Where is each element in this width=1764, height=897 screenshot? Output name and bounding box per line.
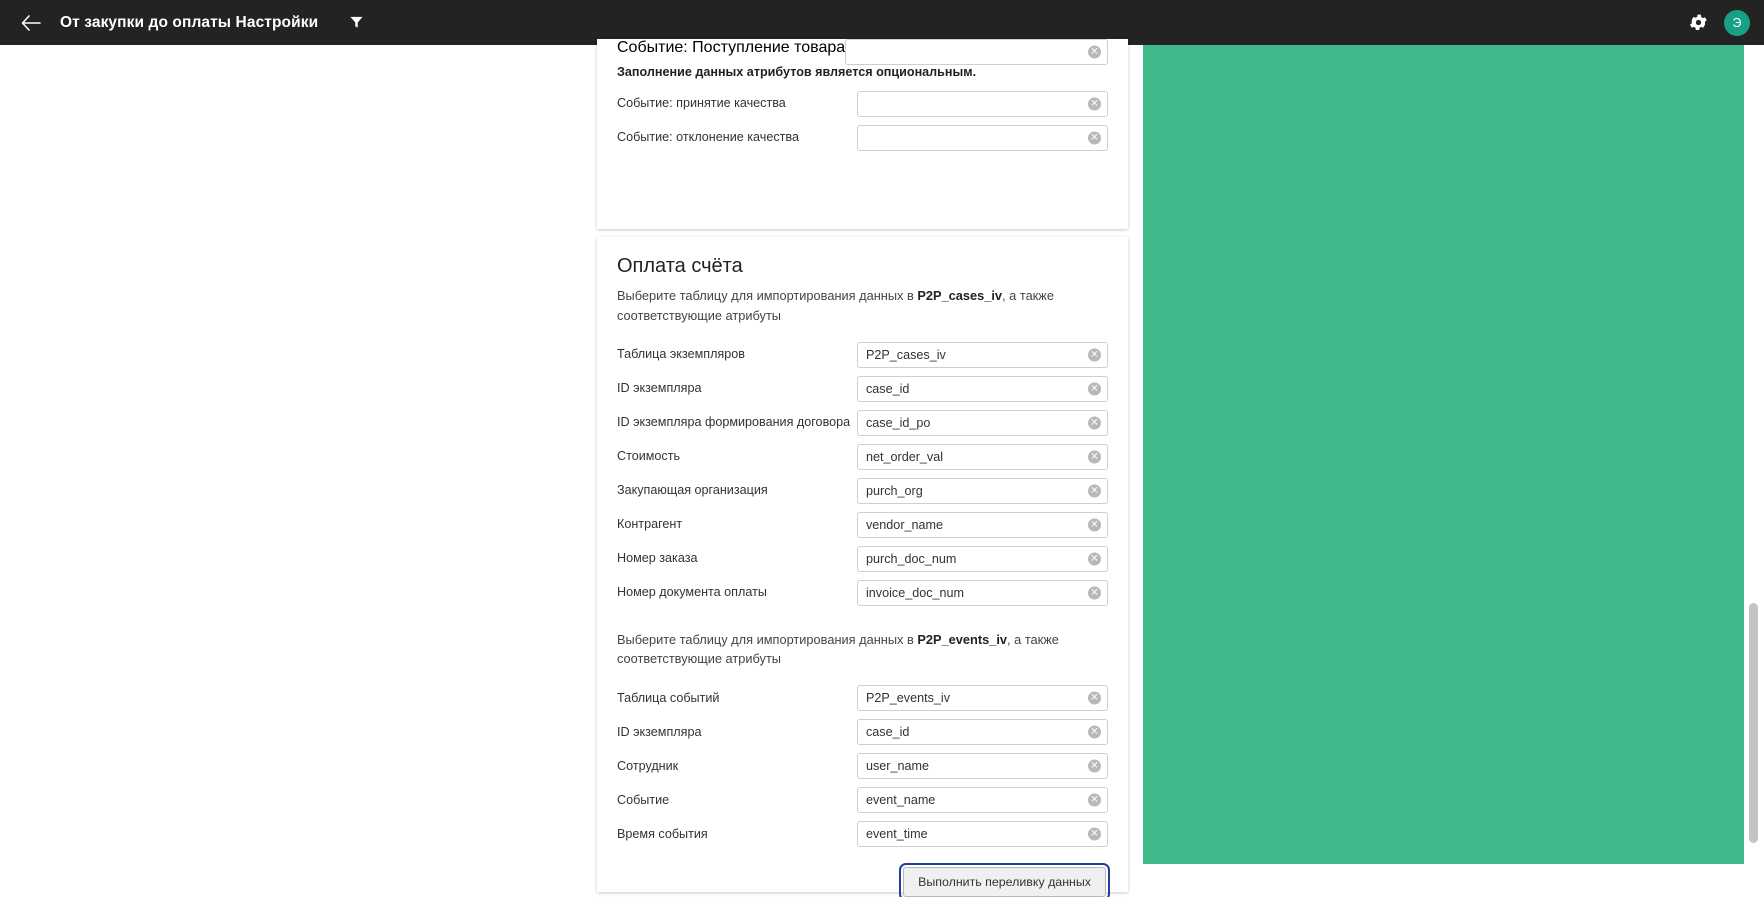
cases-desc-post: , а также соответствующие атрибуты — [617, 288, 1054, 323]
quality-accept-event-input[interactable] — [857, 91, 1108, 117]
case-id-po-label: ID экземпляра формирования договора — [617, 415, 851, 430]
event-name-value: event_name — [866, 793, 936, 808]
cases-table-description — [617, 286, 1077, 326]
case-id-value: case_id — [866, 381, 910, 396]
clear-icon[interactable]: ✕ — [1088, 382, 1101, 395]
clear-icon[interactable]: ✕ — [1088, 586, 1101, 599]
table-row — [617, 408, 1108, 438]
clear-icon[interactable]: ✕ — [1088, 98, 1101, 111]
table-row — [617, 819, 1108, 849]
topbar-right-group — [1686, 0, 1750, 45]
events-table-description — [617, 630, 1077, 670]
net-order-value-value: net_order_val — [866, 449, 944, 464]
event-name-label: Событие — [617, 792, 670, 807]
cases-desc-pre: Выберите таблицу для импортирования данных в — [617, 288, 918, 303]
vendor-value: vendor_name — [866, 517, 944, 532]
spacer — [617, 612, 1108, 630]
purchasing-org-label: Закупающая организация — [617, 483, 768, 498]
event-time-value: event_time — [866, 827, 928, 842]
user-input[interactable] — [857, 753, 1108, 779]
net-order-value-input[interactable] — [857, 444, 1108, 470]
table-row — [617, 544, 1108, 574]
purchasing-org-input[interactable] — [857, 478, 1108, 504]
clear-icon[interactable]: ✕ — [1088, 416, 1101, 429]
table-row — [617, 442, 1108, 472]
clear-icon[interactable]: ✕ — [1088, 484, 1101, 497]
cases-table-input[interactable] — [857, 342, 1108, 368]
page-canvas — [0, 39, 1764, 890]
table-row — [617, 39, 1108, 61]
quality-accept-event-label: Событие: принятие качества — [617, 96, 786, 111]
invoice-doc-number-value: invoice_doc_num — [866, 585, 965, 600]
form-actions — [617, 867, 1108, 897]
clear-icon[interactable]: ✕ — [1088, 828, 1101, 841]
events-table-name: P2P_events_iv — [917, 631, 1008, 647]
table-row — [617, 340, 1108, 370]
back-arrow-icon[interactable] — [18, 10, 44, 36]
case-id-label: ID экземпляра — [617, 381, 702, 396]
events-case-id-label: ID экземпляра — [617, 724, 702, 739]
events-table-value: P2P_events_iv — [866, 691, 951, 706]
page-scrollbar-thumb[interactable] — [1749, 603, 1758, 843]
cases-table-label: Таблица экземпляров — [617, 347, 745, 362]
table-row — [617, 476, 1108, 506]
invoice-doc-number-label: Номер документа оплаты — [617, 585, 767, 600]
table-row — [617, 578, 1108, 608]
quality-reject-event-input[interactable] — [857, 125, 1108, 151]
clear-icon[interactable]: ✕ — [1088, 760, 1101, 773]
table-row — [617, 89, 1108, 119]
clear-icon[interactable]: ✕ — [1088, 518, 1101, 531]
clear-icon[interactable]: ✕ — [1088, 552, 1101, 565]
goods-receipt-event-input[interactable] — [845, 39, 1108, 65]
net-order-value-label: Стоимость — [617, 449, 681, 464]
case-id-input[interactable] — [857, 376, 1108, 402]
purchasing-org-value: purch_org — [866, 483, 923, 498]
table-row — [617, 123, 1108, 153]
goods-receipt-event-label: Событие: Поступление товара — [617, 39, 846, 56]
page-title: От закупки до оплаты Настройки — [60, 13, 319, 31]
optional-attributes-note: Заполнение данных атрибутов является опциональным. — [617, 65, 977, 79]
vendor-label: Контрагент — [617, 517, 683, 532]
gear-icon[interactable] — [1686, 11, 1710, 35]
run-data-transfer-button[interactable]: Выполнить переливку данных — [903, 867, 1106, 897]
quality-events-card — [597, 39, 1128, 229]
events-desc-post: , а также соответствующие атрибуты — [617, 631, 1059, 667]
page-left-margin — [0, 45, 14, 864]
table-row — [617, 751, 1108, 781]
event-time-label: Время события — [617, 826, 708, 841]
order-number-input[interactable] — [857, 546, 1108, 572]
section-title: Оплата счёта — [617, 255, 743, 277]
order-number-label: Номер заказа — [617, 551, 698, 566]
case-id-po-value: case_id_po — [866, 415, 931, 430]
table-row — [617, 683, 1108, 713]
user-value: user_name — [866, 759, 930, 774]
events-desc-pre: Выберите таблицу для импортирования данных в — [617, 631, 918, 647]
table-row — [617, 374, 1108, 404]
events-case-id-value: case_id — [866, 725, 910, 740]
filter-icon[interactable] — [344, 11, 368, 35]
vendor-input[interactable] — [857, 512, 1108, 538]
event-time-input[interactable] — [857, 821, 1108, 847]
cases-table-value: P2P_cases_iv — [866, 347, 946, 362]
avatar[interactable]: Э — [1724, 10, 1750, 36]
clear-icon[interactable]: ✕ — [1088, 692, 1101, 705]
case-id-po-input[interactable] — [857, 410, 1108, 436]
events-case-id-input[interactable] — [857, 719, 1108, 745]
table-row — [617, 785, 1108, 815]
events-table-input[interactable] — [857, 685, 1108, 711]
invoice-doc-number-input[interactable] — [857, 580, 1108, 606]
order-number-value: purch_doc_num — [866, 551, 957, 566]
page-scrollbar-track[interactable] — [1750, 45, 1761, 864]
clear-icon[interactable]: ✕ — [1088, 348, 1101, 361]
clear-icon[interactable]: ✕ — [1088, 794, 1101, 807]
event-name-input[interactable] — [857, 787, 1108, 813]
table-row — [617, 717, 1108, 747]
table-row — [617, 510, 1108, 540]
clear-icon[interactable]: ✕ — [1088, 450, 1101, 463]
quality-reject-event-label: Событие: отклонение качества — [617, 130, 799, 145]
user-label: Сотрудник — [617, 758, 679, 773]
clear-icon[interactable]: ✕ — [1088, 132, 1101, 145]
clear-icon[interactable]: ✕ — [1088, 726, 1101, 739]
cases-table-name: P2P_cases_iv — [917, 288, 1003, 303]
events-table-label: Таблица событий — [617, 690, 720, 705]
clear-icon[interactable]: ✕ — [1088, 46, 1101, 59]
invoice-payment-card — [597, 237, 1128, 892]
